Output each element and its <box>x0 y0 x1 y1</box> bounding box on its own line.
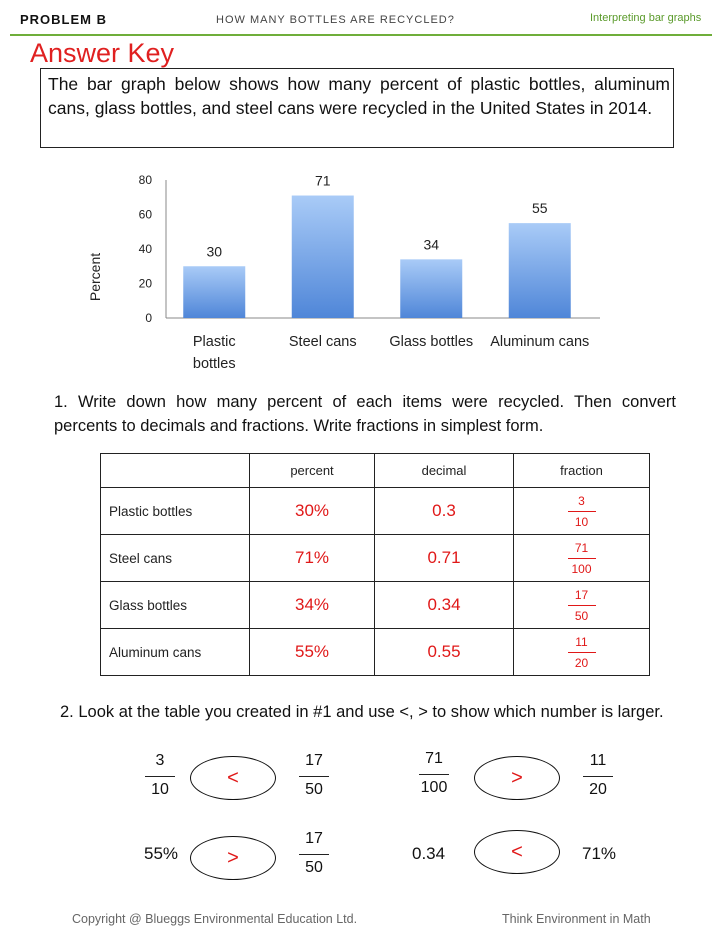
table-header-percent: percent <box>250 454 375 488</box>
fraction-numerator: 71 <box>425 750 443 767</box>
x-tick-label: bottles <box>192 356 236 372</box>
problem-label: PROBLEM B <box>20 12 107 27</box>
row-fraction <box>514 629 650 676</box>
row-fraction <box>514 488 650 535</box>
question-1-text: 1. Write down how many percent of each items were recycled. Then convert percents to decimals and fractions. Write fractions in simplest form. <box>54 393 676 435</box>
row-decimal: 0.34 <box>375 582 514 629</box>
comparison-4-left-value: 0.34 <box>412 844 446 863</box>
comparison-3-right-fraction <box>292 830 336 877</box>
y-tick-label: 0 <box>145 311 152 325</box>
fraction-numerator: 11 <box>575 634 588 649</box>
fraction-numerator: 11 <box>589 752 607 769</box>
y-tick-label: 60 <box>138 207 152 222</box>
row-item-name: Plastic bottles <box>101 488 250 535</box>
fraction-denominator: 50 <box>574 608 589 623</box>
fraction-numerator: 17 <box>305 752 323 769</box>
x-tick-label: Steel cans <box>288 334 357 350</box>
row-fraction <box>514 582 650 629</box>
row-percent: 34% <box>250 582 375 629</box>
footer-copyright: Copyright @ Blueggs Environmental Education Ltd. <box>72 912 358 926</box>
fraction-denominator: 10 <box>574 514 589 529</box>
comparison-3-symbol: > <box>190 836 276 880</box>
fraction-denominator: 20 <box>589 781 607 798</box>
row-decimal: 0.3 <box>375 488 514 535</box>
worksheet-title: HOW MANY BOTTLES ARE RECYCLED? <box>216 14 455 26</box>
topic-label: Interpreting bar graphs <box>590 12 702 24</box>
comparison-2-right-fraction <box>576 752 620 799</box>
y-axis-label: Percent <box>87 252 103 302</box>
y-tick-label: 80 <box>138 173 152 187</box>
fraction-numerator: 17 <box>574 587 589 602</box>
x-tick-label: Glass bottles <box>389 334 474 350</box>
x-tick-label: Plastic <box>192 334 236 350</box>
comparison-3-left-value: 55% <box>144 844 179 863</box>
bar-value-label: 34 <box>423 236 440 253</box>
fraction-numerator: 17 <box>305 830 323 847</box>
comparison-1-right-fraction <box>292 752 336 799</box>
conversion-table <box>100 453 650 676</box>
fraction-denominator: 50 <box>305 781 323 798</box>
row-percent: 71% <box>250 535 375 582</box>
bar-value-label: 30 <box>206 243 223 260</box>
fraction-denominator: 100 <box>571 561 592 576</box>
fraction-numerator: 3 <box>155 752 165 769</box>
recycling-bar-chart <box>80 160 620 380</box>
comparison-1-symbol: < <box>190 756 276 800</box>
comparison-4-right-value: 71% <box>582 844 617 863</box>
table-row <box>101 488 650 535</box>
fraction-numerator: 3 <box>578 493 585 508</box>
bar <box>400 259 462 318</box>
comparison-2-left-fraction <box>412 750 456 797</box>
comparison-1-left-fraction <box>138 752 182 799</box>
table-header-fraction: fraction <box>514 454 650 488</box>
bar-value-label: 71 <box>314 172 331 189</box>
fraction-numerator: 71 <box>574 540 589 555</box>
fraction-denominator: 100 <box>420 779 448 796</box>
y-tick-label: 20 <box>138 276 152 291</box>
footer-tagline: Think Environment in Math <box>502 912 651 926</box>
table-header-decimal: decimal <box>375 454 514 488</box>
table-row <box>101 535 650 582</box>
table-header-blank <box>101 454 250 488</box>
answer-key-label: Answer Key <box>30 38 175 68</box>
row-percent: 55% <box>250 629 375 676</box>
row-item-name: Steel cans <box>101 535 250 582</box>
bar <box>292 196 354 318</box>
bar <box>509 223 571 318</box>
row-item-name: Glass bottles <box>101 582 250 629</box>
bar <box>183 266 245 318</box>
question-2-text: 2. Look at the table you created in #1 and use <, > to show which number is larger. <box>60 703 664 721</box>
fraction-denominator: 10 <box>151 781 169 798</box>
fraction-denominator: 20 <box>574 655 589 670</box>
row-item-name: Aluminum cans <box>101 629 250 676</box>
table-header-row <box>101 454 650 488</box>
row-percent: 30% <box>250 488 375 535</box>
fraction-denominator: 50 <box>305 859 323 876</box>
row-decimal: 0.55 <box>375 629 514 676</box>
table-row <box>101 629 650 676</box>
x-tick-label: Aluminum cans <box>490 334 590 350</box>
intro-text: The bar graph below shows how many percent of plastic bottles, aluminum cans, glass bottles, and steel cans were recycled in the United States in 2014. <box>48 74 670 118</box>
comparison-2-symbol: > <box>474 756 560 800</box>
y-tick-label: 40 <box>138 242 152 256</box>
row-fraction <box>514 535 650 582</box>
comparison-4-symbol: < <box>474 830 560 874</box>
header-divider <box>10 34 712 36</box>
table-row <box>101 582 650 629</box>
bar-value-label: 55 <box>531 200 548 217</box>
row-decimal: 0.71 <box>375 535 514 582</box>
